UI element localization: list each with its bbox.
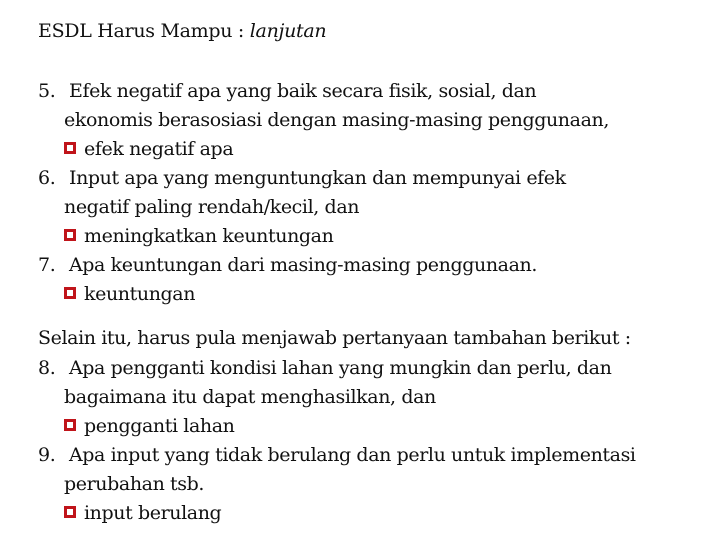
item-9-line-2: perubahan tsb. <box>64 473 205 495</box>
item-8-line-2: bagaimana itu dapat menghasilkan, dan <box>64 386 436 408</box>
item-7-line-1: 7. Apa keuntungan dari masing-masing penggunaan. <box>38 254 537 276</box>
item-5-line-1: 5. Efek negatif apa yang baik secara fisik, sosial, dan <box>38 80 537 102</box>
item-8-sub-bullet: pengganti lahan <box>64 413 235 439</box>
item-5-line-2: ekonomis berasosiasi dengan masing-masing penggunaan, <box>64 109 609 131</box>
item-9-line-1: 9. Apa input yang tidak berulang dan perlu untuk implementasi <box>38 444 636 466</box>
item-6-line-1: 6. Input apa yang menguntungkan dan mempunyai efek <box>38 167 566 189</box>
additional-questions-intro: Selain itu, harus pula menjawab pertanyaan tambahan berikut : <box>38 327 631 349</box>
slide-title <box>38 20 326 42</box>
item-5-sub-bullet: efek negatif apa <box>64 136 233 162</box>
item-6-line-2: negatif paling rendah/kecil, dan <box>64 196 360 218</box>
item-number: 6. <box>38 167 56 189</box>
square-bullet-icon <box>64 506 76 518</box>
square-bullet-icon <box>64 287 76 299</box>
square-bullet-icon <box>64 142 76 154</box>
title-main: ESDL Harus Mampu : <box>38 20 250 42</box>
title-subtitle: lanjutan <box>249 20 327 42</box>
item-6-sub-bullet: meningkatkan keuntungan <box>64 223 333 249</box>
item-number: 5. <box>38 80 56 102</box>
square-bullet-icon <box>64 229 76 241</box>
item-number: 7. <box>38 254 56 276</box>
item-8-line-1: 8. Apa pengganti kondisi lahan yang mungkin dan perlu, dan <box>38 357 612 379</box>
item-7-sub-bullet: keuntungan <box>64 281 195 307</box>
item-number: 8. <box>38 357 56 379</box>
square-bullet-icon <box>64 419 76 431</box>
item-number: 9. <box>38 444 56 466</box>
item-9-sub-bullet: input berulang <box>64 500 221 526</box>
